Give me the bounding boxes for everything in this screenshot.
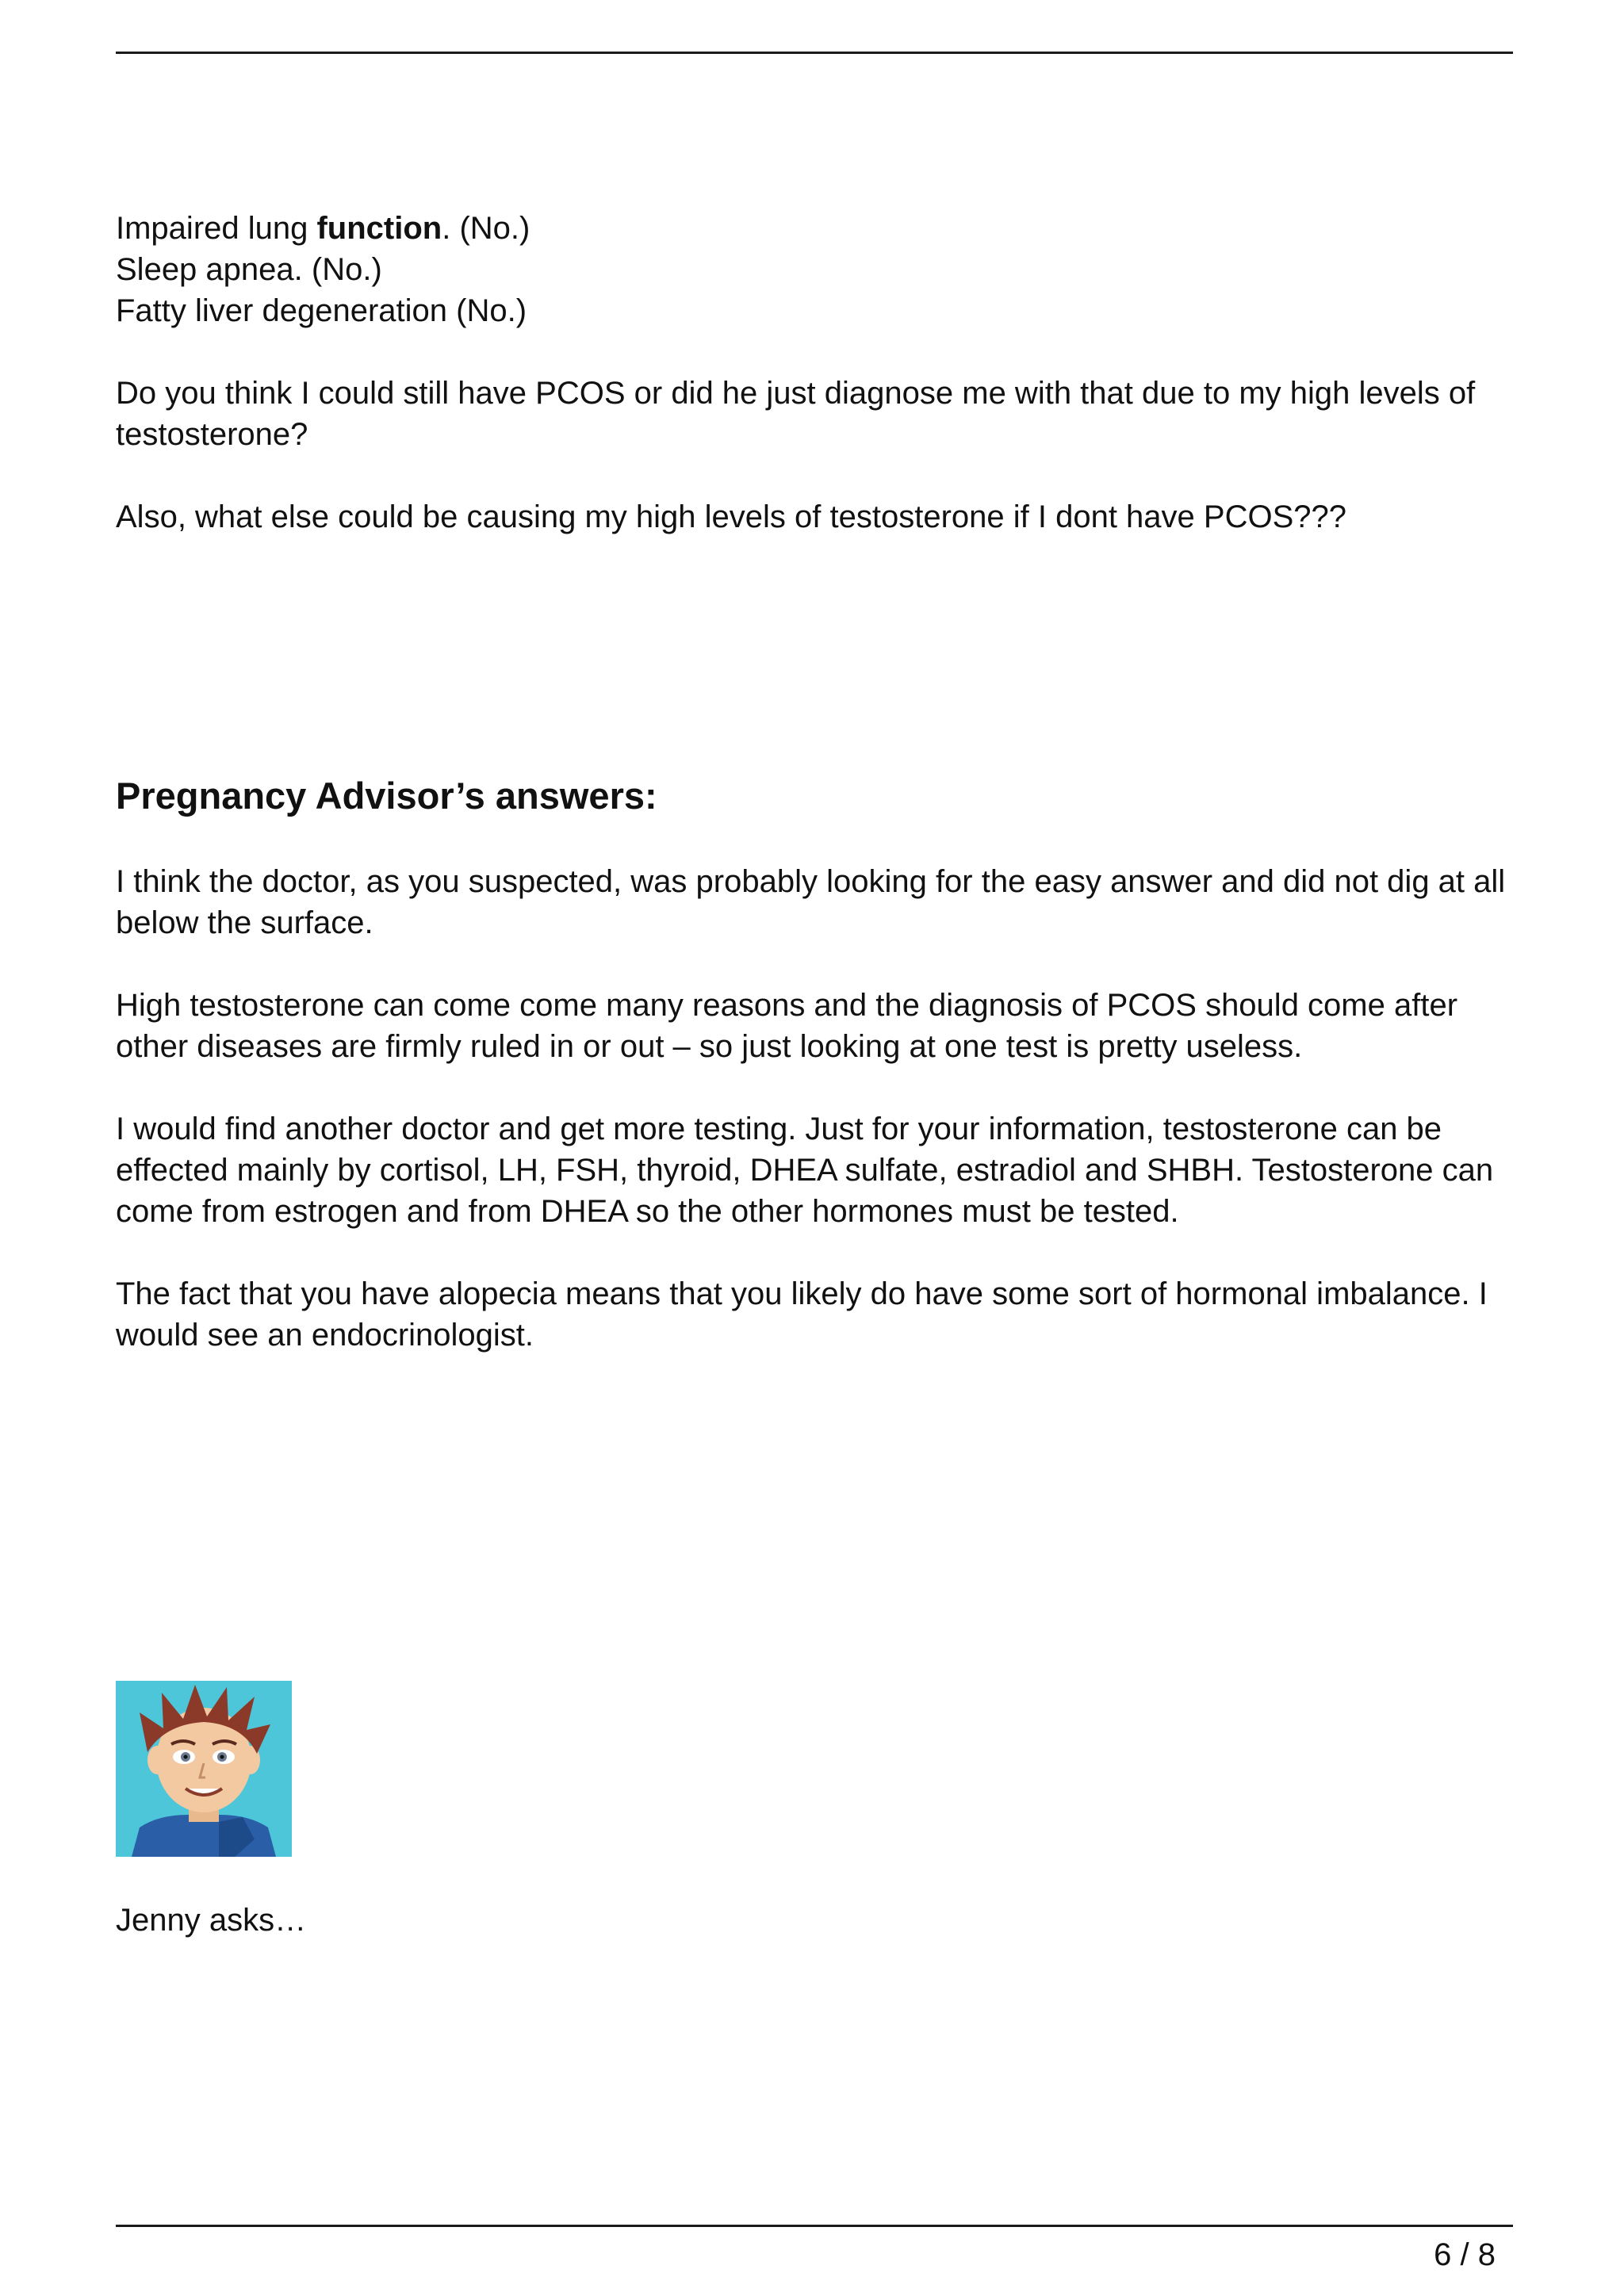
question-line-lung: Impaired lung function. (No.) (116, 211, 530, 246)
header-rule (116, 52, 1513, 54)
question-line-sleep: Sleep apnea. (No.) (116, 252, 382, 287)
answer-paragraph-2: High testosterone can come come many reasons and the diagnosis of PCOS should come after other diseases are firmly ruled in or out – so just looking at one test is pretty useless. (116, 988, 1458, 1064)
answer-paragraph-3: I would find another doctor and get more testing. Just for your information, testosterone can be effected mainly by cortisol, LH, FSH, thyroid, DHEA sulfate, estradiol and SHBH. Testosterone can come from estrogen and from DHEA so the other hormones must be tested. (116, 1112, 1494, 1229)
answer-heading: Pregnancy Advisor’s answers: (116, 775, 657, 817)
question-continuation (116, 208, 1527, 538)
answer-paragraph-1: I think the doctor, as you suspected, was probably looking for the easy answer and did not dig at all below the surface. (116, 864, 1506, 940)
question-paragraph-causes: Also, what else could be causing my high levels of testosterone if I dont have PCOS??? (116, 499, 1346, 534)
answer-body (116, 861, 1527, 1397)
avatar (116, 1681, 292, 1857)
bold-word: function (316, 211, 442, 246)
next-question-intro: Jenny asks… (116, 1903, 307, 1938)
question-line-liver: Fatty liver degeneration (No.) (116, 293, 527, 328)
page-number: 6 / 8 (1434, 2237, 1496, 2272)
cartoon-avatar-icon (116, 1681, 292, 1857)
footer-rule (116, 2225, 1513, 2227)
answer-paragraph-4: The fact that you have alopecia means that you likely do have some sort of hormonal imbalance. I would see an endocrinologist. (116, 1276, 1488, 1353)
question-paragraph-pcos: Do you think I could still have PCOS or did he just diagnose me with that due to my high levels of testosterone? (116, 376, 1476, 452)
